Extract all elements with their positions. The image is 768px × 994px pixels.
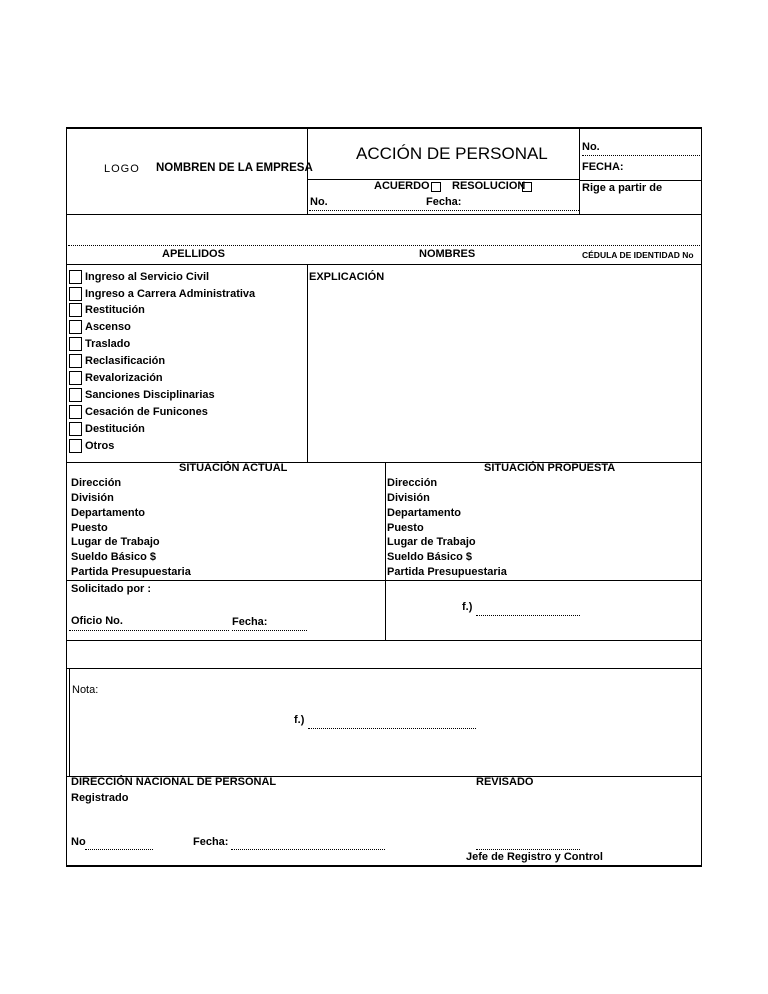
resolucion-label: RESOLUCION (452, 180, 526, 192)
solicitud-firma-label: f.) (462, 601, 473, 613)
actual-field: División (71, 492, 114, 504)
form-title: ACCIÓN DE PERSONAL (356, 144, 548, 163)
names-bottom-line (66, 264, 702, 265)
situacion-divider (385, 462, 386, 640)
situacion-actual-title: SITUACIÓN ACTUAL (179, 462, 288, 474)
header-bottom-line (66, 214, 702, 215)
footer-no-line[interactable] (85, 849, 153, 850)
solicitud-fecha-label: Fecha: (232, 616, 268, 628)
solicitud-fecha-line[interactable] (232, 630, 307, 631)
solicitud-bottom-line (66, 640, 702, 641)
type-checkbox[interactable] (69, 371, 82, 385)
propuesta-field: Lugar de Trabajo (387, 536, 476, 548)
type-label: Ingreso al Servicio Civil (85, 271, 210, 283)
acuerdo-label: ACUERDO (374, 180, 430, 192)
actual-field: Partida Presupuestaria (71, 566, 191, 578)
nombres-label: NOMBRES (419, 248, 476, 260)
footer-fecha-label: Fecha: (193, 836, 229, 848)
header-divider-right (579, 128, 580, 214)
actual-field: Puesto (71, 522, 108, 534)
nota-left-border (69, 668, 70, 776)
situacion-propuesta-title: SITUACIÓN PROPUESTA (484, 462, 616, 474)
propuesta-field: Dirección (387, 477, 438, 489)
acuerdo-checkbox[interactable] (431, 182, 441, 192)
spacer-bottom-line (66, 668, 702, 669)
type-checkbox[interactable] (69, 287, 82, 301)
actual-field: Departamento (71, 507, 145, 519)
type-checkbox[interactable] (69, 270, 82, 284)
types-divider (307, 264, 308, 462)
footer-no-label: No (71, 836, 86, 848)
rige-label: Rige a partir de (582, 182, 663, 194)
type-checkbox[interactable] (69, 388, 82, 402)
oficio-label: Oficio No. (71, 615, 123, 627)
footer-fecha-line[interactable] (231, 849, 385, 850)
type-label: Ascenso (85, 321, 131, 333)
type-checkbox[interactable] (69, 422, 82, 436)
names-input-line[interactable] (68, 245, 700, 246)
title-underline (307, 179, 579, 180)
jefe-registro-label: Jefe de Registro y Control (466, 851, 603, 863)
revisado-label: REVISADO (476, 776, 534, 788)
right-no-line[interactable] (582, 155, 700, 156)
situacion-bottom-line (66, 580, 702, 581)
type-label: Sanciones Disciplinarias (85, 389, 215, 401)
type-label: Revalorización (85, 372, 163, 384)
type-checkbox[interactable] (69, 337, 82, 351)
apellidos-label: APELLIDOS (162, 248, 225, 260)
actual-field: Lugar de Trabajo (71, 536, 160, 548)
type-label: Traslado (85, 338, 131, 350)
resolucion-checkbox[interactable] (522, 182, 532, 192)
logo-placeholder: LOGO (104, 163, 140, 175)
solicitud-firma-line[interactable] (476, 615, 580, 616)
actual-field: Dirección (71, 477, 122, 489)
nota-firma-line[interactable] (308, 728, 476, 729)
right-no-label: No. (582, 141, 600, 153)
propuesta-field: Puesto (387, 522, 424, 534)
jefe-firma-line[interactable] (476, 849, 580, 850)
type-checkbox[interactable] (69, 354, 82, 368)
right-fecha-label: FECHA: (582, 161, 624, 173)
explicacion-label: EXPLICACIÓN (309, 271, 385, 283)
propuesta-field: Departamento (387, 507, 461, 519)
company-name: NOMBREN DE LA EMPRESA (156, 162, 313, 174)
type-checkbox[interactable] (69, 405, 82, 419)
type-checkbox[interactable] (69, 439, 82, 453)
header-no-line[interactable] (309, 210, 579, 211)
propuesta-field: División (387, 492, 430, 504)
type-label: Cesación de Funicones (85, 406, 208, 418)
form-frame (66, 127, 702, 867)
header-fecha-label: Fecha: (426, 196, 462, 208)
cedula-label: CÉDULA DE IDENTIDAD No (582, 250, 694, 260)
actual-field: Sueldo Básico $ (71, 551, 156, 563)
propuesta-field: Partida Presupuestaria (387, 566, 507, 578)
solicitado-label: Solicitado por : (71, 583, 152, 595)
registrado-label: Registrado (71, 792, 129, 804)
oficio-line[interactable] (69, 630, 229, 631)
nota-firma-label: f.) (294, 714, 305, 726)
propuesta-field: Sueldo Básico $ (387, 551, 472, 563)
type-label: Reclasificación (85, 355, 166, 367)
header-no-label: No. (310, 196, 328, 208)
right-header-line (579, 180, 701, 181)
type-label: Destitución (85, 423, 145, 435)
nota-label: Nota: (72, 684, 99, 696)
type-label: Ingreso a Carrera Administrativa (85, 288, 256, 300)
type-label: Otros (85, 440, 115, 452)
direccion-nacional-label: DIRECCIÓN NACIONAL DE PERSONAL (71, 776, 277, 788)
type-checkbox[interactable] (69, 320, 82, 334)
type-label: Restitución (85, 304, 145, 316)
type-checkbox[interactable] (69, 303, 82, 317)
